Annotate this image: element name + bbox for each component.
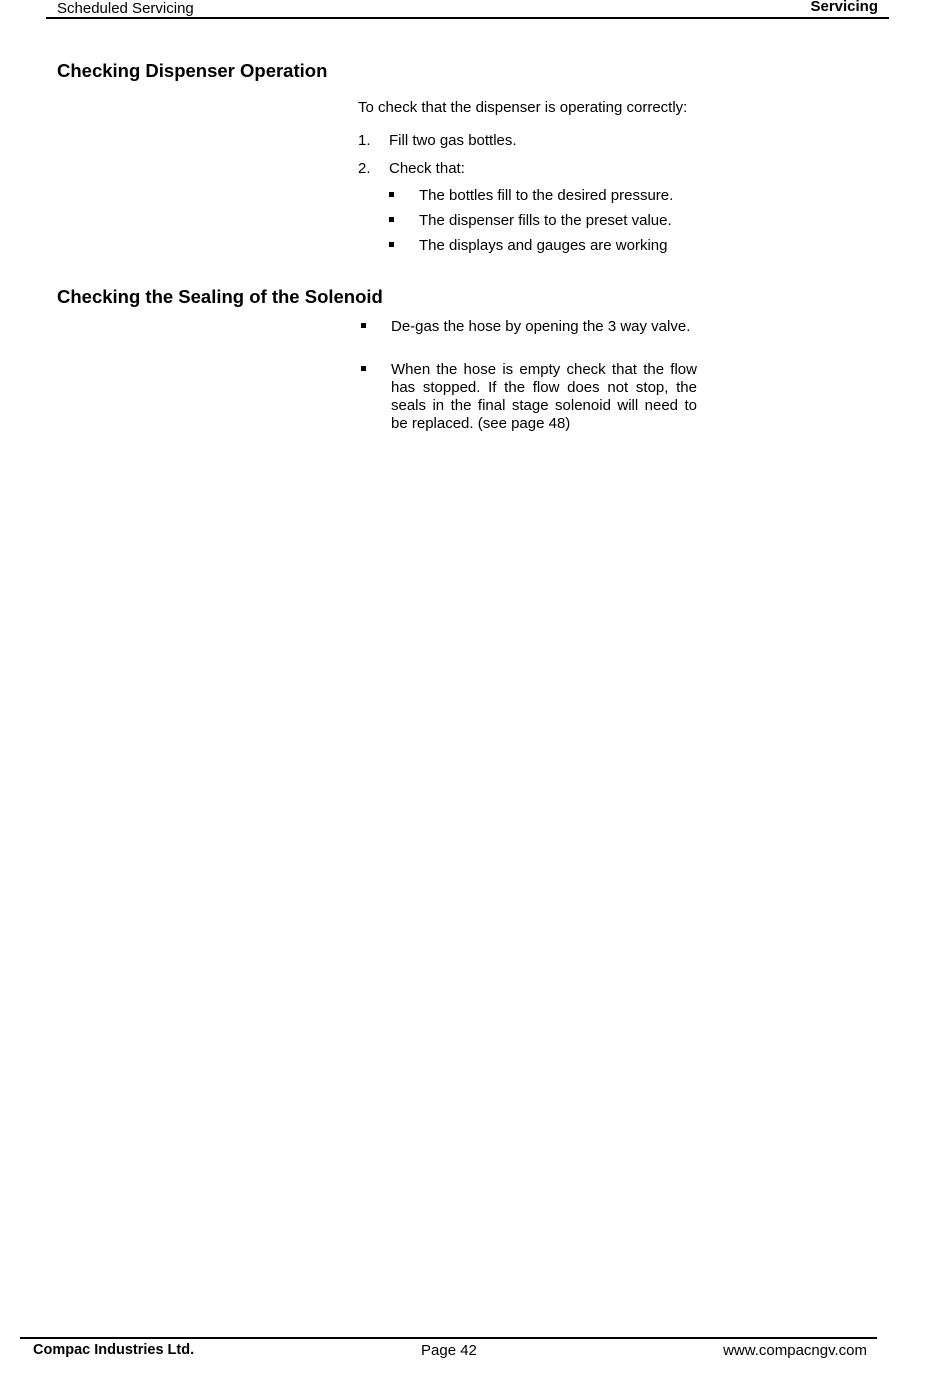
step-number: 1. [358, 132, 371, 149]
header-chapter-title: Servicing [810, 0, 878, 15]
bullet-marker [389, 217, 394, 222]
heading-dispenser-operation: Checking Dispenser Operation [57, 60, 328, 81]
heading-solenoid-sealing: Checking the Sealing of the Solenoid [57, 286, 383, 307]
check-item: The dispenser fills to the preset value. [419, 212, 672, 229]
footer-company: Compac Industries Ltd. [33, 1342, 195, 1358]
step-text: Check that: [389, 160, 465, 177]
footer-divider [20, 1337, 877, 1339]
header-divider [46, 17, 889, 19]
bullet-marker [389, 242, 394, 247]
bullet-marker [361, 323, 366, 328]
footer-website: www.compacngv.com [723, 1342, 867, 1359]
header-section-title: Scheduled Servicing [57, 0, 194, 17]
solenoid-instruction: When the hose is empty check that the flow has stopped. If the flow does not stop, the seals in the final stage solenoid will need to be replaced. (see page 48) [391, 361, 697, 432]
bullet-marker [389, 192, 394, 197]
bullet-marker [361, 366, 366, 371]
step-text: Fill two gas bottles. [389, 132, 517, 149]
step-number: 2. [358, 160, 371, 177]
footer-page-number: Page 42 [421, 1342, 477, 1359]
dispenser-intro-text: To check that the dispenser is operating correctly: [358, 99, 688, 116]
solenoid-instruction: De-gas the hose by opening the 3 way valve. [391, 318, 691, 335]
check-item: The displays and gauges are working [419, 237, 668, 254]
check-item: The bottles fill to the desired pressure. [419, 187, 674, 204]
